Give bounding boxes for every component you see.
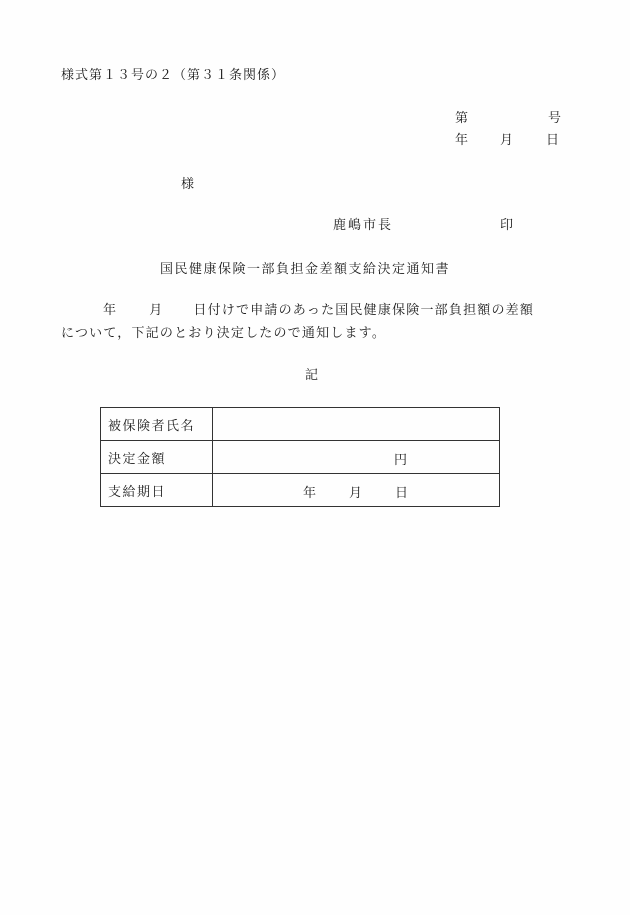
table-row	[101, 474, 500, 507]
payment-date-value[interactable]	[213, 474, 500, 507]
payment-month: 月	[349, 486, 363, 501]
form-number: 様式第１３号の２（第３１条関係）	[61, 68, 286, 83]
table-row	[101, 408, 500, 441]
details-table	[100, 407, 500, 507]
notice-date-year: 年	[455, 133, 469, 148]
document-title: 国民健康保険一部負担金差額支給決定通知書	[160, 262, 451, 277]
row-label-payment-date: 支給期日	[101, 474, 213, 507]
decided-amount-value[interactable]	[213, 441, 500, 474]
notice-date-month: 月	[500, 133, 514, 148]
notice-number-prefix: 第	[455, 111, 469, 126]
notice-date-day: 日	[546, 133, 560, 148]
body-year: 年	[103, 303, 118, 318]
yen-unit: 円	[394, 453, 408, 468]
addressee-honorific: 様	[181, 177, 195, 192]
table-row	[101, 441, 500, 474]
issuer-name: 鹿嶋市長	[333, 218, 394, 233]
notice-number-suffix: 号	[548, 111, 562, 126]
row-label-insured-name: 被保険者氏名	[101, 408, 213, 441]
seal-mark: 印	[500, 218, 514, 233]
body-line-2: について，下記のとおり決定したので通知します。	[61, 326, 387, 341]
body-line-1	[61, 303, 534, 319]
row-label-decided-amount: 決定金額	[101, 441, 213, 474]
insured-name-value[interactable]	[213, 408, 500, 441]
payment-year: 年	[303, 486, 317, 501]
payment-day: 日	[395, 486, 409, 501]
ki-heading: 記	[305, 368, 319, 383]
body-month: 月	[149, 303, 164, 318]
body-line-1-rest: 日付けで申請のあった国民健康保険一部負担額の差額	[193, 303, 535, 318]
